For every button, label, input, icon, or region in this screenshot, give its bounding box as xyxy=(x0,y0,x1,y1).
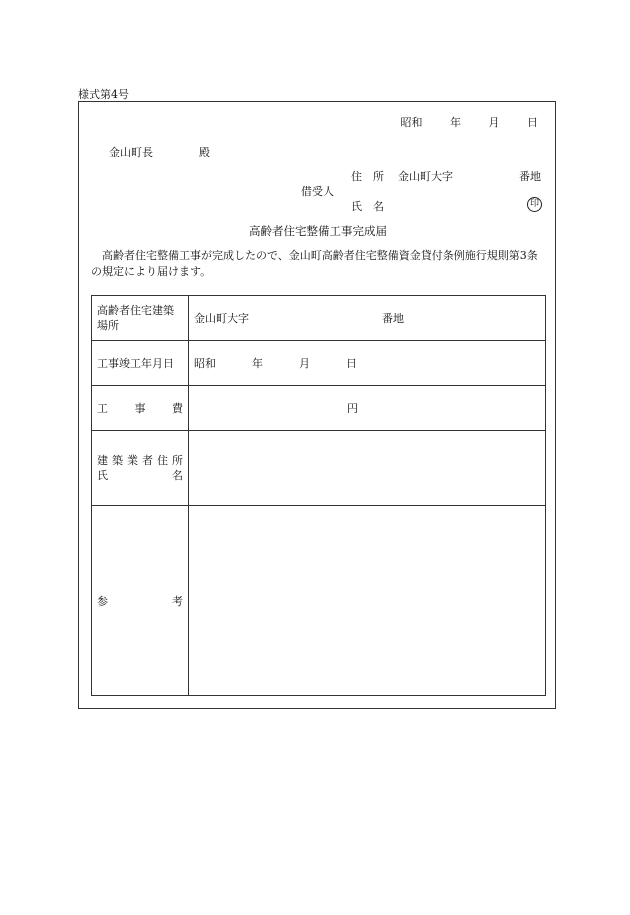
address-suffix: 番地 xyxy=(519,170,541,183)
address-value: 金山町大字 xyxy=(398,170,453,183)
borrower-address-row xyxy=(351,168,541,184)
table-row xyxy=(92,506,546,696)
site-value: 金山町大字 xyxy=(194,312,249,325)
date-day: 日 xyxy=(527,116,538,129)
date-era: 昭和 xyxy=(400,116,423,129)
table-row xyxy=(92,296,546,341)
remarks-label: 参 考 xyxy=(92,506,189,696)
site-label: 高齢者住宅建築 場所 xyxy=(92,296,189,341)
form-title: 高齢者住宅整備工事完成届 xyxy=(249,224,387,238)
table-row xyxy=(92,341,546,386)
table-row xyxy=(92,386,546,431)
site-suffix: 番地 xyxy=(382,312,404,325)
date-line xyxy=(401,114,539,130)
builder-label: 建 築 業 者 住 所 氏 名 xyxy=(92,431,189,506)
remarks-value-cell[interactable] xyxy=(189,506,546,696)
site-value-cell[interactable] xyxy=(189,296,546,341)
form-number: 様式第4号 xyxy=(78,88,129,101)
form-frame xyxy=(78,101,556,709)
completion-label: 工事竣工年月日 xyxy=(92,341,189,386)
name-label: 氏 名 xyxy=(351,200,384,213)
date-month: 月 xyxy=(488,116,500,129)
details-table xyxy=(91,295,546,696)
builder-value-cell[interactable] xyxy=(189,431,546,506)
addressee-name: 金山町長 xyxy=(109,146,153,159)
address-label: 住 所 xyxy=(351,170,384,183)
body-text: 高齢者住宅整備工事が完成したので、金山町高齢者住宅整備資金貸付条例施行規則第3条の規定により届けます。 xyxy=(91,249,538,278)
addressee-suffix: 殿 xyxy=(199,146,210,159)
seal-icon: 印 xyxy=(527,197,542,212)
completion-date-cell[interactable]: 昭和 年 月 日 xyxy=(189,341,546,386)
date-year: 年 xyxy=(450,116,461,129)
cost-unit: 円 xyxy=(347,402,358,415)
cost-label: 工 事 費 xyxy=(92,386,189,431)
borrower-role: 借受人 xyxy=(301,185,334,198)
table-row xyxy=(92,431,546,506)
addressee xyxy=(109,144,210,160)
cost-value-cell[interactable] xyxy=(189,386,546,431)
